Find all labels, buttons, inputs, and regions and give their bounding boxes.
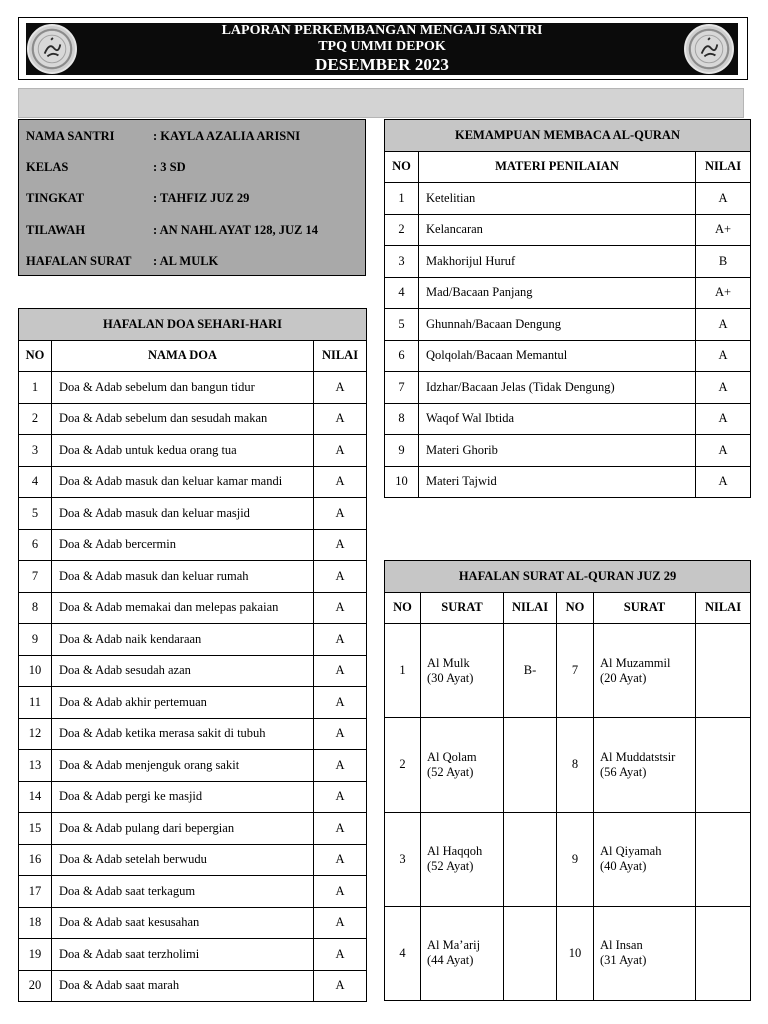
row-number: 4	[19, 466, 52, 498]
calligraphy-seal-icon	[684, 24, 734, 74]
row-number: 11	[19, 687, 52, 719]
doa-name: Doa & Adab ketika merasa sakit di tubuh	[52, 718, 314, 750]
col-header-surah: SURAT	[594, 592, 696, 624]
row-number: 17	[19, 876, 52, 908]
report-header	[26, 23, 738, 75]
row-number: 20	[19, 970, 52, 1002]
grade: A+	[696, 277, 751, 309]
doa-name: Doa & Adab sebelum dan sesudah makan	[52, 403, 314, 435]
grade: A	[696, 309, 751, 341]
table-row	[19, 939, 367, 971]
row-number: 15	[19, 813, 52, 845]
doa-name: Doa & Adab masuk dan keluar masjid	[52, 498, 314, 530]
grade: A	[314, 970, 367, 1002]
row-number: 9	[385, 435, 419, 467]
surah-name: Al Qolam	[427, 749, 477, 764]
grade	[504, 718, 557, 812]
blank-banner	[18, 88, 744, 118]
grade: A	[314, 372, 367, 404]
row-number: 8	[557, 718, 594, 812]
col-header-doa-name: NAMA DOA	[52, 340, 314, 372]
table-row	[385, 309, 751, 341]
material-name: Mad/Bacaan Panjang	[419, 277, 696, 309]
table-row	[19, 718, 367, 750]
grade: A	[314, 561, 367, 593]
table-row	[19, 592, 367, 624]
table-row	[385, 340, 751, 372]
surah-name: Al Ma’arij	[427, 938, 481, 953]
row-number: 10	[19, 655, 52, 687]
grade: A	[314, 907, 367, 939]
info-value: : 3 SD	[153, 160, 186, 174]
row-number: 5	[19, 498, 52, 530]
doa-name: Doa & Adab saat kesusahan	[52, 907, 314, 939]
info-label: NAMA SANTRI	[26, 129, 115, 143]
doa-name: Doa & Adab menjenguk orang sakit	[52, 750, 314, 782]
grade: A	[314, 844, 367, 876]
surah-cell	[421, 812, 504, 906]
info-label: TILAWAH	[26, 223, 86, 237]
grade: A+	[696, 214, 751, 246]
material-name: Ghunnah/Bacaan Dengung	[419, 309, 696, 341]
table-row	[385, 277, 751, 309]
table-row	[19, 561, 367, 593]
row-number: 8	[385, 403, 419, 435]
grade: B	[696, 246, 751, 278]
info-value: : TAHFIZ JUZ 29	[153, 191, 250, 205]
row-number: 3	[385, 812, 421, 906]
report-period: DESEMBER 2023	[315, 55, 449, 74]
row-number: 2	[19, 403, 52, 435]
col-header-no: NO	[557, 592, 594, 624]
info-label: HAFALAN SURAT	[26, 254, 132, 268]
doa-name: Doa & Adab pulang dari bepergian	[52, 813, 314, 845]
grade: A	[314, 876, 367, 908]
doa-name: Doa & Adab bercermin	[52, 529, 314, 561]
surah-ayat-count: (56 Ayat)	[600, 764, 647, 779]
surah-cell	[421, 624, 504, 718]
row-number: 13	[19, 750, 52, 782]
surah-name: Al Qiyamah	[600, 844, 662, 859]
row-number: 3	[19, 435, 52, 467]
row-number: 1	[385, 183, 419, 215]
col-header-no: NO	[19, 340, 52, 372]
grade: A	[314, 655, 367, 687]
row-number: 7	[385, 372, 419, 404]
grade: A	[314, 687, 367, 719]
table-row	[19, 970, 367, 1002]
row-number: 18	[19, 907, 52, 939]
surah-cell	[594, 906, 696, 1000]
row-number: 6	[19, 529, 52, 561]
row-number: 8	[19, 592, 52, 624]
surah-cell	[594, 624, 696, 718]
row-number: 2	[385, 718, 421, 812]
report-title: LAPORAN PERKEMBANGAN MENGAJI SANTRI	[221, 23, 543, 38]
row-number: 9	[557, 812, 594, 906]
table-row	[385, 718, 751, 812]
grade: A	[314, 529, 367, 561]
doa-table-title: HAFALAN DOA SEHARI-HARI	[19, 309, 367, 341]
table-row	[19, 435, 367, 467]
surah-memorization-table	[384, 560, 751, 1001]
row-number: 12	[19, 718, 52, 750]
surah-name: Al Mulk	[427, 655, 470, 670]
reading-table-title: KEMAMPUAN MEMBACA AL-QURAN	[385, 120, 751, 152]
info-label: KELAS	[26, 160, 69, 174]
surah-name: Al Muzammil	[600, 655, 671, 670]
row-number: 1	[19, 372, 52, 404]
col-header-no: NO	[385, 592, 421, 624]
reading-ability-table	[384, 119, 751, 498]
table-row	[19, 781, 367, 813]
table-row	[19, 876, 367, 908]
table-row	[385, 435, 751, 467]
grade: A	[314, 498, 367, 530]
surah-cell	[421, 718, 504, 812]
surah-ayat-count: (31 Ayat)	[600, 953, 647, 968]
surah-name: Al Insan	[600, 938, 643, 953]
doa-name: Doa & Adab setelah berwudu	[52, 844, 314, 876]
material-name: Idzhar/Bacaan Jelas (Tidak Dengung)	[419, 372, 696, 404]
grade: A	[696, 372, 751, 404]
table-row	[385, 906, 751, 1000]
grade: A	[696, 435, 751, 467]
row-number: 10	[385, 466, 419, 498]
table-row	[385, 214, 751, 246]
doa-name: Doa & Adab saat terzholimi	[52, 939, 314, 971]
doa-name: Doa & Adab untuk kedua orang tua	[52, 435, 314, 467]
doa-name: Doa & Adab masuk dan keluar rumah	[52, 561, 314, 593]
material-name: Ketelitian	[419, 183, 696, 215]
surah-cell	[594, 812, 696, 906]
doa-name: Doa & Adab sebelum dan bangun tidur	[52, 372, 314, 404]
reading-table-body	[385, 183, 751, 498]
grade: A	[314, 939, 367, 971]
surah-ayat-count: (30 Ayat)	[427, 670, 474, 685]
doa-name: Doa & Adab pergi ke masjid	[52, 781, 314, 813]
row-number: 16	[19, 844, 52, 876]
row-number: 7	[557, 624, 594, 718]
table-row	[19, 529, 367, 561]
doa-table-body	[19, 372, 367, 1002]
surah-ayat-count: (52 Ayat)	[427, 859, 474, 874]
grade: A	[314, 750, 367, 782]
material-name: Materi Ghorib	[419, 435, 696, 467]
grade: A	[696, 183, 751, 215]
table-row	[19, 687, 367, 719]
table-row	[19, 844, 367, 876]
table-row	[19, 403, 367, 435]
row-number: 7	[19, 561, 52, 593]
row-number: 14	[19, 781, 52, 813]
col-header-grade: NILAI	[314, 340, 367, 372]
row-number: 9	[19, 624, 52, 656]
grade: A	[696, 340, 751, 372]
grade	[504, 812, 557, 906]
surah-ayat-count: (40 Ayat)	[600, 859, 647, 874]
table-row	[19, 813, 367, 845]
doa-name: Doa & Adab naik kendaraan	[52, 624, 314, 656]
info-label: TINGKAT	[26, 191, 85, 205]
school-name: TPQ UMMI DEPOK	[318, 39, 446, 54]
table-row	[19, 498, 367, 530]
grade: A	[314, 592, 367, 624]
table-row	[385, 183, 751, 215]
row-number: 10	[557, 906, 594, 1000]
grade	[696, 718, 751, 812]
info-value: : AN NAHL AYAT 128, JUZ 14	[153, 223, 318, 237]
table-row	[385, 246, 751, 278]
row-number: 1	[385, 624, 421, 718]
col-header-surah: SURAT	[421, 592, 504, 624]
grade: A	[314, 403, 367, 435]
surah-cell	[594, 718, 696, 812]
table-row	[19, 907, 367, 939]
col-header-grade: NILAI	[696, 151, 751, 183]
student-info-box	[18, 119, 366, 276]
grade: A	[696, 403, 751, 435]
surah-name: Al Haqqoh	[427, 844, 483, 859]
col-header-material: MATERI PENILAIAN	[419, 151, 696, 183]
grade: A	[314, 781, 367, 813]
col-header-grade: NILAI	[504, 592, 557, 624]
col-header-grade: NILAI	[696, 592, 751, 624]
doa-table	[18, 308, 367, 1002]
table-row	[19, 372, 367, 404]
material-name: Waqof Wal Ibtida	[419, 403, 696, 435]
col-header-no: NO	[385, 151, 419, 183]
material-name: Qolqolah/Bacaan Memantul	[419, 340, 696, 372]
grade	[696, 812, 751, 906]
table-row	[19, 655, 367, 687]
row-number: 5	[385, 309, 419, 341]
row-number: 6	[385, 340, 419, 372]
row-number: 4	[385, 277, 419, 309]
doa-name: Doa & Adab akhir pertemuan	[52, 687, 314, 719]
doa-name: Doa & Adab masuk dan keluar kamar mandi	[52, 466, 314, 498]
table-row	[385, 812, 751, 906]
doa-name: Doa & Adab saat terkagum	[52, 876, 314, 908]
table-row	[385, 624, 751, 718]
row-number: 2	[385, 214, 419, 246]
grade: A	[314, 624, 367, 656]
surah-table-title: HAFALAN SURAT AL-QURAN JUZ 29	[385, 561, 751, 593]
info-value: : KAYLA AZALIA ARISNI	[153, 129, 301, 143]
doa-name: Doa & Adab saat marah	[52, 970, 314, 1002]
table-row	[19, 466, 367, 498]
table-row	[385, 403, 751, 435]
row-number: 4	[385, 906, 421, 1000]
calligraphy-seal-icon	[27, 24, 77, 74]
grade: A	[696, 466, 751, 498]
surah-cell	[421, 906, 504, 1000]
material-name: Kelancaran	[419, 214, 696, 246]
grade: A	[314, 813, 367, 845]
table-row	[19, 624, 367, 656]
table-row	[385, 372, 751, 404]
grade: A	[314, 718, 367, 750]
material-name: Materi Tajwid	[419, 466, 696, 498]
surah-name: Al Muddatstsir	[600, 749, 676, 764]
row-number: 3	[385, 246, 419, 278]
doa-name: Doa & Adab memakai dan melepas pakaian	[52, 592, 314, 624]
grade	[696, 906, 751, 1000]
surah-ayat-count: (44 Ayat)	[427, 953, 474, 968]
surah-table-body	[385, 624, 751, 1001]
doa-name: Doa & Adab sesudah azan	[52, 655, 314, 687]
grade	[504, 906, 557, 1000]
row-number: 19	[19, 939, 52, 971]
surah-ayat-count: (20 Ayat)	[600, 670, 647, 685]
grade: A	[314, 466, 367, 498]
table-row	[385, 466, 751, 498]
grade	[696, 624, 751, 718]
grade: A	[314, 435, 367, 467]
info-value: : AL MULK	[153, 254, 219, 268]
material-name: Makhorijul Huruf	[419, 246, 696, 278]
grade: B-	[504, 624, 557, 718]
table-row	[19, 750, 367, 782]
surah-ayat-count: (52 Ayat)	[427, 764, 474, 779]
